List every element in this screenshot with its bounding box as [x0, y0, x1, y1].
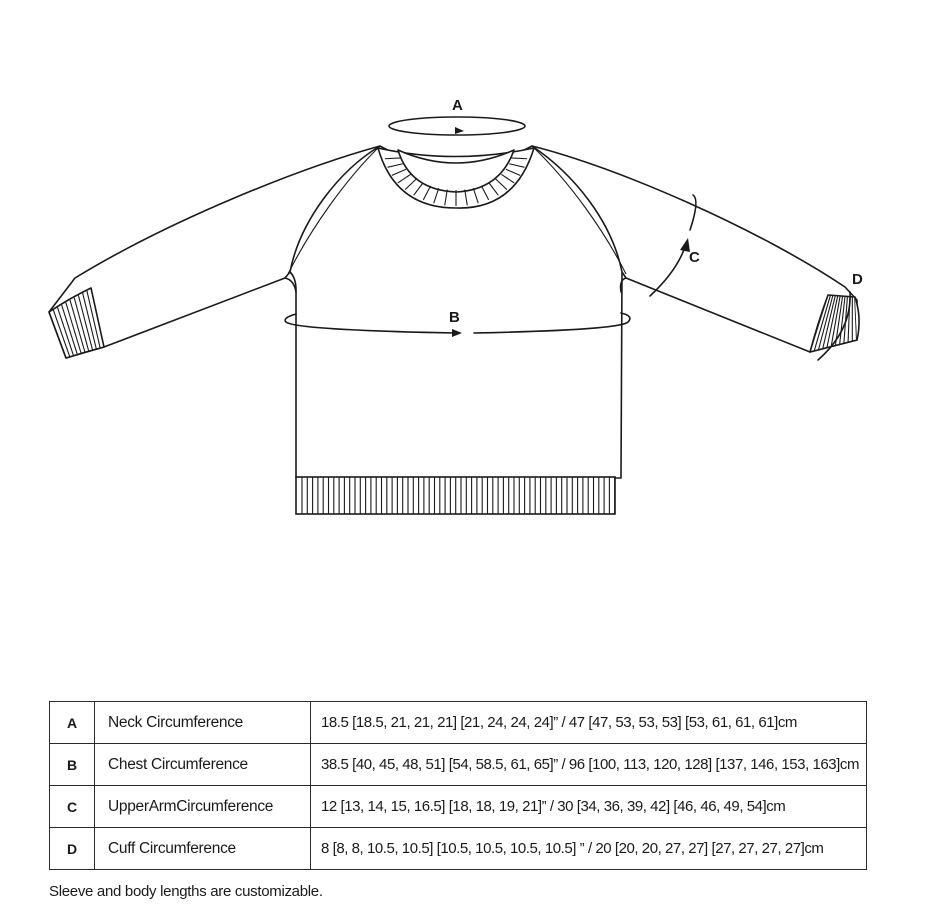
measurement-value: 18.5 [18.5, 21, 21, 21] [21, 24, 24, 24]” / 47 [47, 53, 53, 53] [53, 61, 61, 61]cm [311, 702, 867, 744]
table-row [50, 828, 867, 870]
measurement-name: Cuff Circumference [95, 828, 311, 870]
table-row [50, 702, 867, 744]
measurement-key: D [50, 828, 95, 870]
measurement-value: 38.5 [40, 45, 48, 51] [54, 58.5, 61, 65]” / 96 [100, 113, 120, 128] [137, 146, 153, 163]cm [311, 744, 867, 786]
measurement-key: C [50, 786, 95, 828]
label-d: D [852, 271, 863, 288]
label-b: B [449, 309, 460, 326]
measurement-key: B [50, 744, 95, 786]
footnote: Sleeve and body lengths are customizable. [49, 883, 323, 900]
measurement-key: A [50, 702, 95, 744]
measurement-name: Neck Circumference [95, 702, 311, 744]
measurement-name: UpperArmCircumference [95, 786, 311, 828]
label-a: A [452, 97, 463, 114]
table-row [50, 786, 867, 828]
measurement-table [49, 701, 867, 870]
neck-measure-line [389, 117, 525, 135]
label-c: C [689, 249, 700, 266]
measurement-name: Chest Circumference [95, 744, 311, 786]
measurement-value: 12 [13, 14, 15, 16.5] [18, 18, 19, 21]” / 30 [34, 36, 39, 42] [46, 46, 49, 54]cm [311, 786, 867, 828]
table-row [50, 744, 867, 786]
measurement-value: 8 [8, 8, 10.5, 10.5] [10.5, 10.5, 10.5, 10.5] ” / 20 [20, 20, 27, 27] [27, 27, 27, 27]cm [311, 828, 867, 870]
